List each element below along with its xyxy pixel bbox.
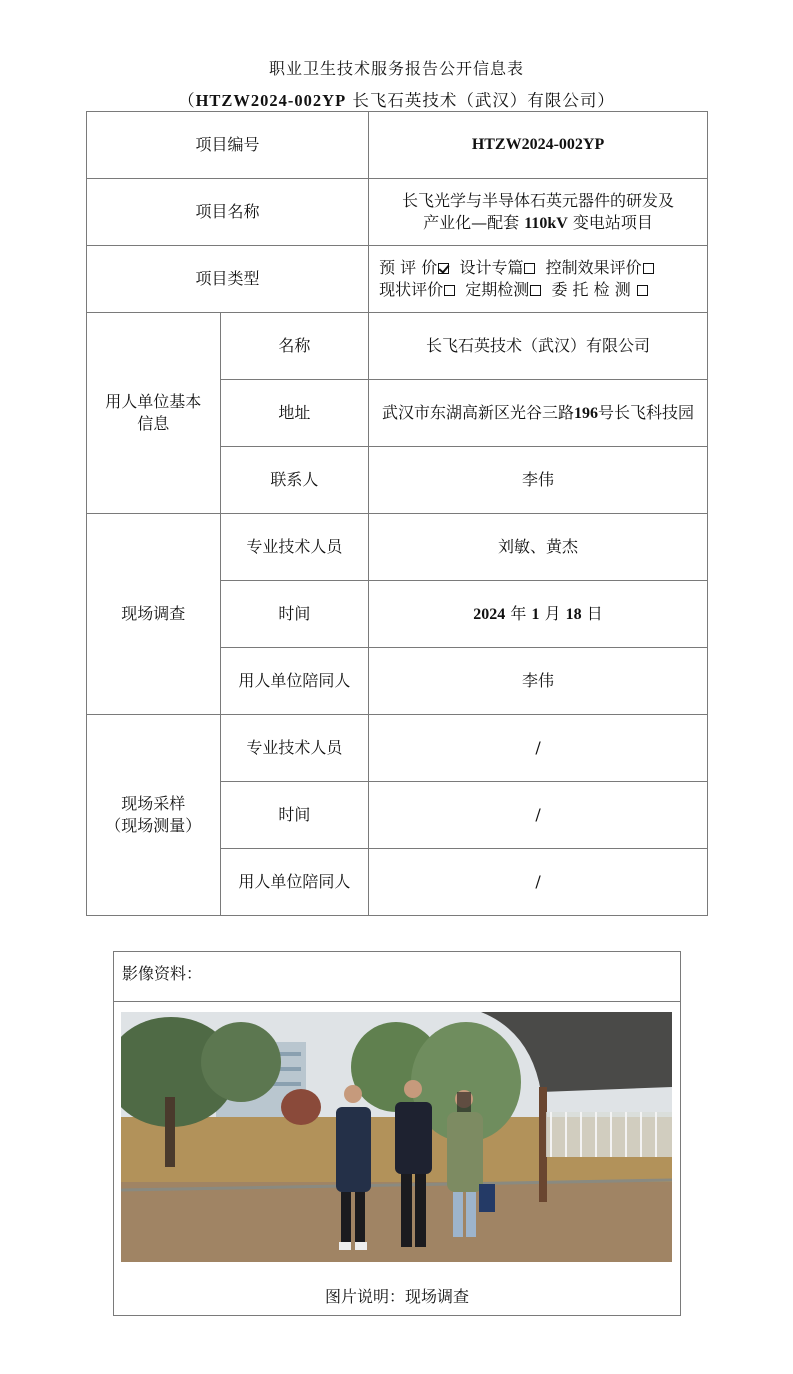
address-number: 196 [574, 404, 599, 422]
survey-month: 1 [531, 605, 540, 623]
label-sampling-staff: 专业技术人员 [220, 715, 368, 782]
option-design[interactable] [459, 258, 535, 277]
value-employer-name: 长飞石英技术（武汉）有限公司 [369, 313, 708, 380]
survey-day: 18 [565, 605, 582, 623]
site-survey-photo [121, 1012, 672, 1262]
option-control-effect[interactable] [546, 258, 654, 277]
row-project-name [87, 179, 708, 246]
label-employer-address: 地址 [220, 380, 368, 447]
checkbox-icon[interactable] [643, 263, 654, 274]
value-project-name [369, 179, 708, 246]
label-survey-time: 时间 [220, 581, 368, 648]
document-subtitle [0, 87, 793, 111]
label-survey-staff: 专业技术人员 [220, 514, 368, 581]
checkbox-checked-icon[interactable] [438, 263, 449, 274]
row-sampling-staff [87, 715, 708, 782]
value-employer-address [369, 380, 708, 447]
label-project-name: 项目名称 [87, 179, 369, 246]
row-employer-name [87, 313, 708, 380]
value-project-no: HTZW2024-002YP [369, 112, 708, 179]
row-survey-staff [87, 514, 708, 581]
media-heading: 影像资料： [114, 952, 680, 1002]
photo-caption: 图片说明：现场调查 [324, 1287, 469, 1306]
value-survey-staff: 刘敏、黄杰 [369, 514, 708, 581]
document-title: 职业卫生技术服务报告公开信息表 [268, 59, 524, 78]
label-employer-contact: 联系人 [220, 447, 368, 514]
checkbox-icon[interactable] [530, 285, 541, 296]
info-table [86, 111, 708, 916]
subtitle-code: HTZW2024-002YP [195, 91, 347, 110]
option-periodic-test[interactable] [465, 280, 541, 299]
option-label: 预 评 价 [379, 258, 438, 277]
subtitle-bracket: （ [178, 91, 196, 110]
value-survey-time [369, 581, 708, 648]
label-project-no: 项目编号 [87, 112, 369, 179]
value-survey-escort: 李伟 [369, 648, 708, 715]
option-label: 设计专篇 [459, 258, 524, 277]
row-project-type [87, 246, 708, 313]
checkbox-icon[interactable] [444, 285, 455, 296]
group-survey: 现场调查 [87, 514, 221, 715]
option-label: 现状评价 [379, 280, 444, 299]
value-project-type [369, 246, 708, 313]
label-employer-name: 名称 [220, 313, 368, 380]
label-sampling-escort: 用人单位陪同人 [220, 849, 368, 916]
row-project-no [87, 112, 708, 179]
option-label: 委 托 检 测 [551, 280, 636, 299]
survey-year: 2024 [473, 605, 506, 623]
value-sampling-staff: / [369, 715, 708, 782]
option-label: 定期检测 [465, 280, 530, 299]
label-sampling-time: 时间 [220, 782, 368, 849]
checkbox-icon[interactable] [637, 285, 648, 296]
address-part2: 号长飞科技园 [598, 402, 695, 422]
value-sampling-escort: / [369, 849, 708, 916]
option-pre-evaluation[interactable] [379, 258, 449, 277]
group-sampling [87, 715, 221, 916]
label-survey-escort: 用人单位陪同人 [220, 648, 368, 715]
project-name-line1: 长飞光学与半导体石英元器件的研发及 [402, 190, 675, 210]
project-name-line2a: 产业化—配套 [423, 212, 525, 232]
value-employer-contact: 李伟 [369, 447, 708, 514]
media-section [113, 951, 681, 1316]
project-name-line2c: 变电站项目 [567, 212, 653, 232]
subtitle-company: 长飞石英技术（武汉）有限公司） [346, 91, 615, 110]
month-unit: 月 [539, 603, 566, 623]
photo-illustration [121, 1012, 672, 1262]
year-unit: 年 [505, 603, 532, 623]
checkbox-icon[interactable] [524, 263, 535, 274]
label-project-type: 项目类型 [87, 246, 369, 313]
address-part1: 武汉市东湖高新区光谷三路 [382, 402, 575, 422]
value-sampling-time: / [369, 782, 708, 849]
sampling-label-2: （现场测量） [105, 816, 202, 835]
day-unit: 日 [581, 603, 603, 623]
option-entrusted-test[interactable] [551, 280, 647, 299]
project-name-voltage: 110kV [524, 214, 568, 232]
sampling-label-1: 现场采样 [121, 794, 186, 813]
option-label: 控制效果评价 [545, 258, 642, 277]
group-employer: 用人单位基本信息 [87, 313, 221, 514]
option-status-evaluation[interactable] [379, 280, 455, 299]
